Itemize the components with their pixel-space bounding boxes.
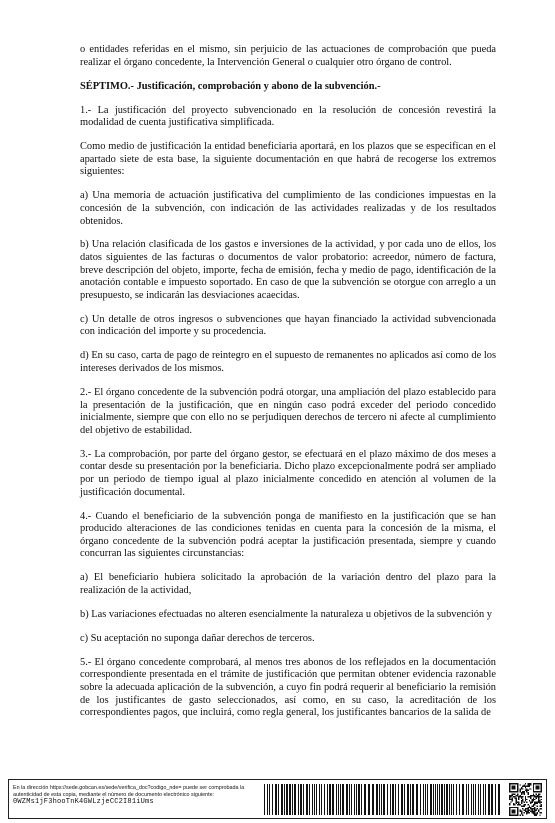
section-heading-septimo: SÉPTIMO.- Justificación, comprobación y abono de la subvención.- (80, 80, 381, 92)
paragraph-item-a: a) Una memoria de actuación justificativa del cumplimiento de las condiciones impuestas en la concesión de la subvención, con indicación de las actividades realizadas y de los resultados obtenidos. (80, 190, 496, 227)
paragraph-5: 5.- El órgano concedente comprobará, al menos tres abonos de los reflejados en la documentación correspondiente presentada en el trámite de justificación que permitan obtener evidencia razonable sobre la adecuada aplicación de la subvención, a cuyo fin podrá requerir al beneficiario la remisión de los justificantes de gasto seleccionados, así como, en su caso, la acreditación de los correspondientes pagos, que incluirá, como regla general, los justificantes bancarios de la salida de (80, 656, 496, 719)
qr-code-icon (509, 783, 542, 816)
paragraph-4: 4.- Cuando el beneficiario de la subvención ponga de manifiesto en la justificación que se han producido alteraciones de las condiciones tenidas en cuenta para la concesión de la misma, el órgano concedente de la subvención podrá aceptar la justificación presentada, siempre y cuando concurran las siguientes circunstancias: (80, 510, 496, 560)
barcode-icon (264, 784, 501, 815)
paragraph-3: 3.- La comprobación, por parte del órgano gestor, se efectuará en el plazo máximo de dos meses a contar desde su presentación por la beneficiaria. Dicho plazo excepcionalmente podrá ser ampliado por un periodo de tiempo igual al plazo inicialmente concedido en atención al volumen de la justificación documental. (80, 448, 496, 498)
paragraph-item-c: c) Un detalle de otros ingresos o subvenciones que hayan financiado la actividad subvencionada con indicación del importe y su procedencia. (80, 313, 496, 338)
paragraph-2: 2.- El órgano concedente de la subvención podrá otorgar, una ampliación del plazo establecido para la presentación de la justificación, que en ningún caso podrá exceder del periodo concedido inicialmente, siempre que con ello no se perjudiquen derechos de tercero ni afecte al cumplimiento del objetivo de estabilidad. (80, 387, 496, 436)
verification-instructions: En la dirección https://sede.gobcan.es/sede/verifica_doc?codigo_nde= puede ser comprobada la autenticidad de esta copia, mediante el número de documento electrónico siguiente: (13, 785, 245, 798)
document-body (80, 44, 496, 731)
paragraph-continuation: o entidades referidas en el mismo, sin perjuicio de las actuaciones de comprobación que pueda realizar el órgano concedente, la Intervención General o cualquier otro órgano de control. (80, 44, 496, 68)
paragraph-medio-justificacion: Como medio de justificación la entidad beneficiaria aportará, en los plazos que se especifican en el apartado siete de esta base, la siguiente documentación en que habrá de recogerse los extremos siguientes: (80, 141, 496, 178)
paragraph-item-b: b) Una relación clasificada de los gastos e inversiones de la actividad, y por cada uno de ellos, los datos siguientes de las facturas o documentos de valor probatorio: acreedor, número de factura, breve descripción del objeto, importe, fecha de emisión, fecha y medio de pago, identificación de la anotación contable e impuesto soportado. En caso de que la subvención se otorgue con arreglo a un presupuesto, se indicarán las desviaciones acaecidas. (80, 239, 496, 301)
verification-code: 0WZMs1jF3hooTnK4GWLzjeCC2I81iUms (13, 798, 154, 806)
paragraph-4-item-a: a) El beneficiario hubiera solicitado la aprobación de la variación dentro del plazo para la realización de la actividad, (80, 572, 496, 596)
verification-footer (8, 779, 547, 819)
paragraph-4-item-b: b) Las variaciones efectuadas no alteren esencialmente la naturaleza u objetivos de la subvención y (80, 608, 492, 620)
paragraph-4-item-c: c) Su aceptación no suponga dañar derechos de terceros. (80, 632, 315, 644)
paragraph-1: 1.- La justificación del proyecto subvencionado en la resolución de concesión revestirá la modalidad de cuenta justificativa simplificada. (80, 104, 496, 129)
verification-text (13, 785, 261, 806)
paragraph-item-d: d) En su caso, carta de pago de reintegro en el supuesto de remanentes no aplicados así como de los intereses derivados de los mismos. (80, 350, 496, 375)
